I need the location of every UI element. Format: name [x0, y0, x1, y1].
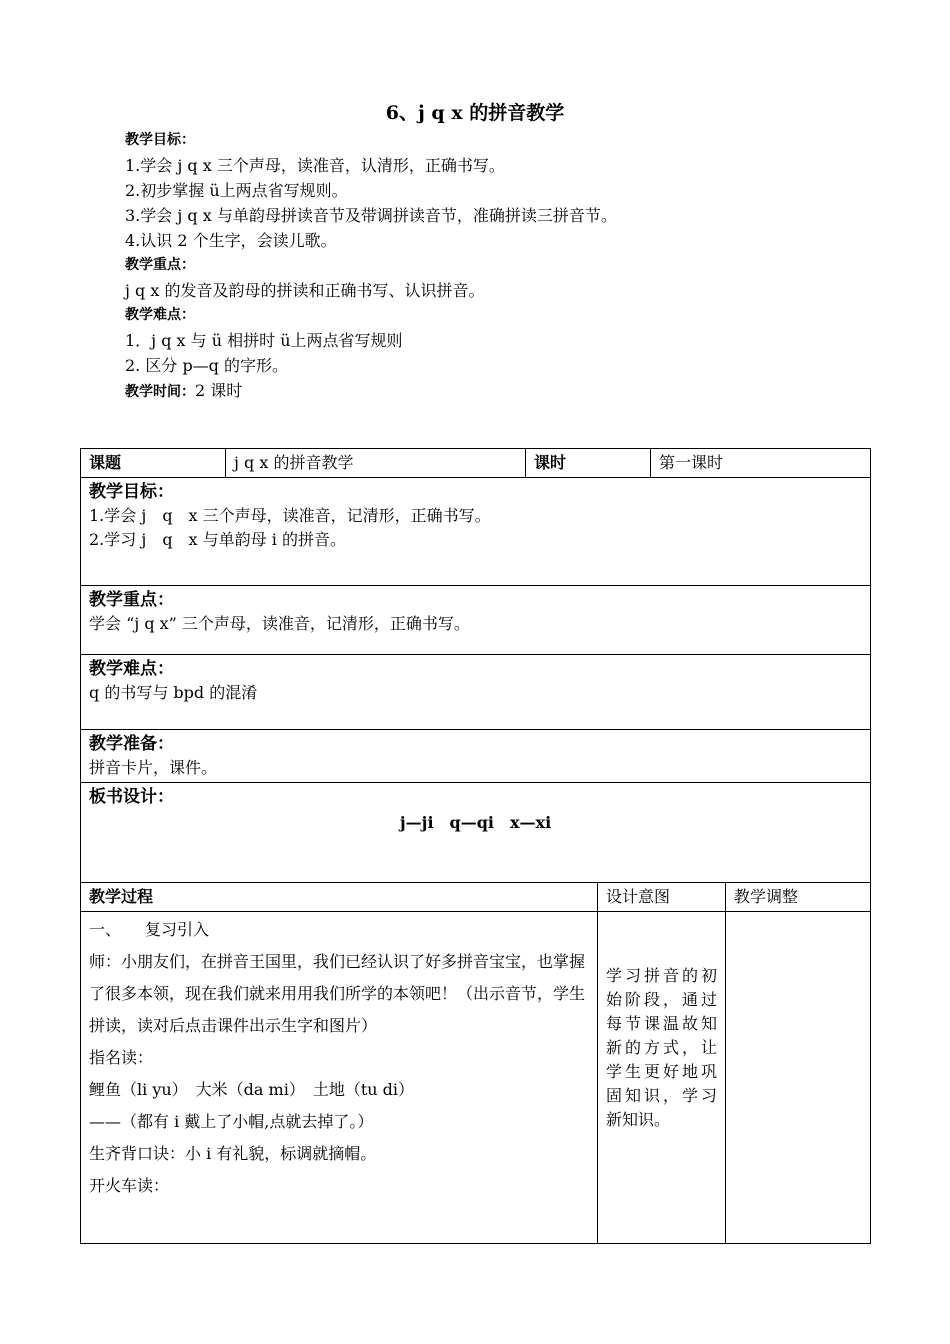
goal-item: 1.学会 j q x 三个声母，读准音，认清形，正确书写。 — [125, 156, 505, 175]
goal-item: 2.初步掌握 ü上两点省写规则。 — [125, 181, 348, 200]
board-label: 板书设计： — [89, 787, 174, 807]
intro-section — [125, 128, 845, 405]
process-label: 教学过程 — [81, 883, 598, 912]
prep-row — [81, 730, 871, 783]
period-value: 第一课时 — [651, 449, 871, 478]
period-label: 课时 — [526, 449, 651, 478]
process-row — [81, 912, 871, 1244]
process-paragraph: 生齐背口诀：小 i 有礼貌，标调就摘帽。 — [89, 1144, 377, 1163]
goal-item: 4.认识 2 个生字，会读儿歌。 — [125, 231, 337, 250]
time-line — [125, 378, 845, 405]
difficulty-item: 1．j q x 与 ü 相拼时 ü上两点省写规则 — [125, 331, 403, 350]
goal-item: 3.学会 j q x 与单韵母拼读音节及带调拼读音节，准确拼读三拼音节。 — [125, 206, 617, 225]
goals-heading: 教学目标： — [125, 132, 195, 148]
adjust-label: 教学调整 — [726, 883, 871, 912]
process-cell — [81, 912, 598, 1244]
process-header-row — [81, 883, 871, 912]
difficulty-heading: 教学难点： — [125, 307, 195, 323]
difficulty-row — [81, 655, 871, 730]
goals-label: 教学目标： — [89, 482, 174, 502]
process-paragraph: 一、 复习引入 — [89, 920, 210, 939]
goals-cell — [81, 478, 871, 586]
prep-label: 教学准备： — [89, 734, 174, 754]
difficulty-item: 2. 区分 p—q 的字形。 — [125, 356, 289, 375]
process-paragraph: 鲤鱼（li yu） 大米（da mi） 土地（tu di） — [89, 1080, 415, 1099]
board-design: j—ji q—qi x—xi — [399, 813, 552, 832]
difficulty-cell — [81, 655, 871, 730]
header-row — [81, 449, 871, 478]
topic-label: 课题 — [81, 449, 226, 478]
intent-label: 设计意图 — [598, 883, 726, 912]
prep-text: 拼音卡片，课件。 — [89, 758, 218, 777]
difficulty-text: q 的书写与 bpd 的混淆 — [89, 683, 258, 702]
adjustment-cell — [726, 912, 871, 1244]
goal-item: 2.学习 j q x 与单韵母 i 的拼音。 — [89, 530, 346, 549]
difficulty-label: 教学难点： — [89, 659, 174, 679]
board-row — [81, 783, 871, 883]
key-label: 教学重点： — [89, 590, 174, 610]
prep-cell — [81, 730, 871, 783]
time-heading: 教学时间： — [125, 384, 195, 400]
document-title: 6、j q x 的拼音教学 — [385, 102, 565, 124]
process-paragraph: ——（都有 i 戴上了小帽,点就去掉了。） — [89, 1112, 374, 1131]
key-cell — [81, 586, 871, 655]
board-cell — [81, 783, 871, 883]
goal-item: 1.学会 j q x 三个声母，读准音，记清形，正确书写。 — [89, 506, 491, 525]
design-intent-cell — [598, 912, 726, 1244]
key-text: 学会 “j q x” 三个声母，读准音，记清形，正确书写。 — [89, 614, 470, 633]
key-text: j q x 的发音及韵母的拼读和正确书写、认识拼音。 — [125, 281, 485, 300]
time-value: 2 课时 — [195, 381, 243, 400]
topic-value: j q x 的拼音教学 — [226, 449, 526, 478]
process-paragraph: 师：小朋友们，在拼音王国里，我们已经认识了好多拼音宝宝，也掌握了很多本领，现在我们就来用用我们所学的本领吧！（出示音节，学生拼读，读对后点击课件出示生字和图片） — [89, 952, 586, 1035]
process-paragraph: 指名读： — [89, 1048, 154, 1067]
key-heading: 教学重点： — [125, 257, 195, 273]
lesson-plan-table — [80, 448, 871, 1244]
process-paragraph: 开火车读： — [89, 1176, 170, 1195]
design-intent-text: 学习拼音的初始阶段，通过每节课温故知新的方式，让学生更好地巩固知识，学习新知识。 — [606, 966, 718, 1129]
goals-row — [81, 478, 871, 586]
key-row — [81, 586, 871, 655]
